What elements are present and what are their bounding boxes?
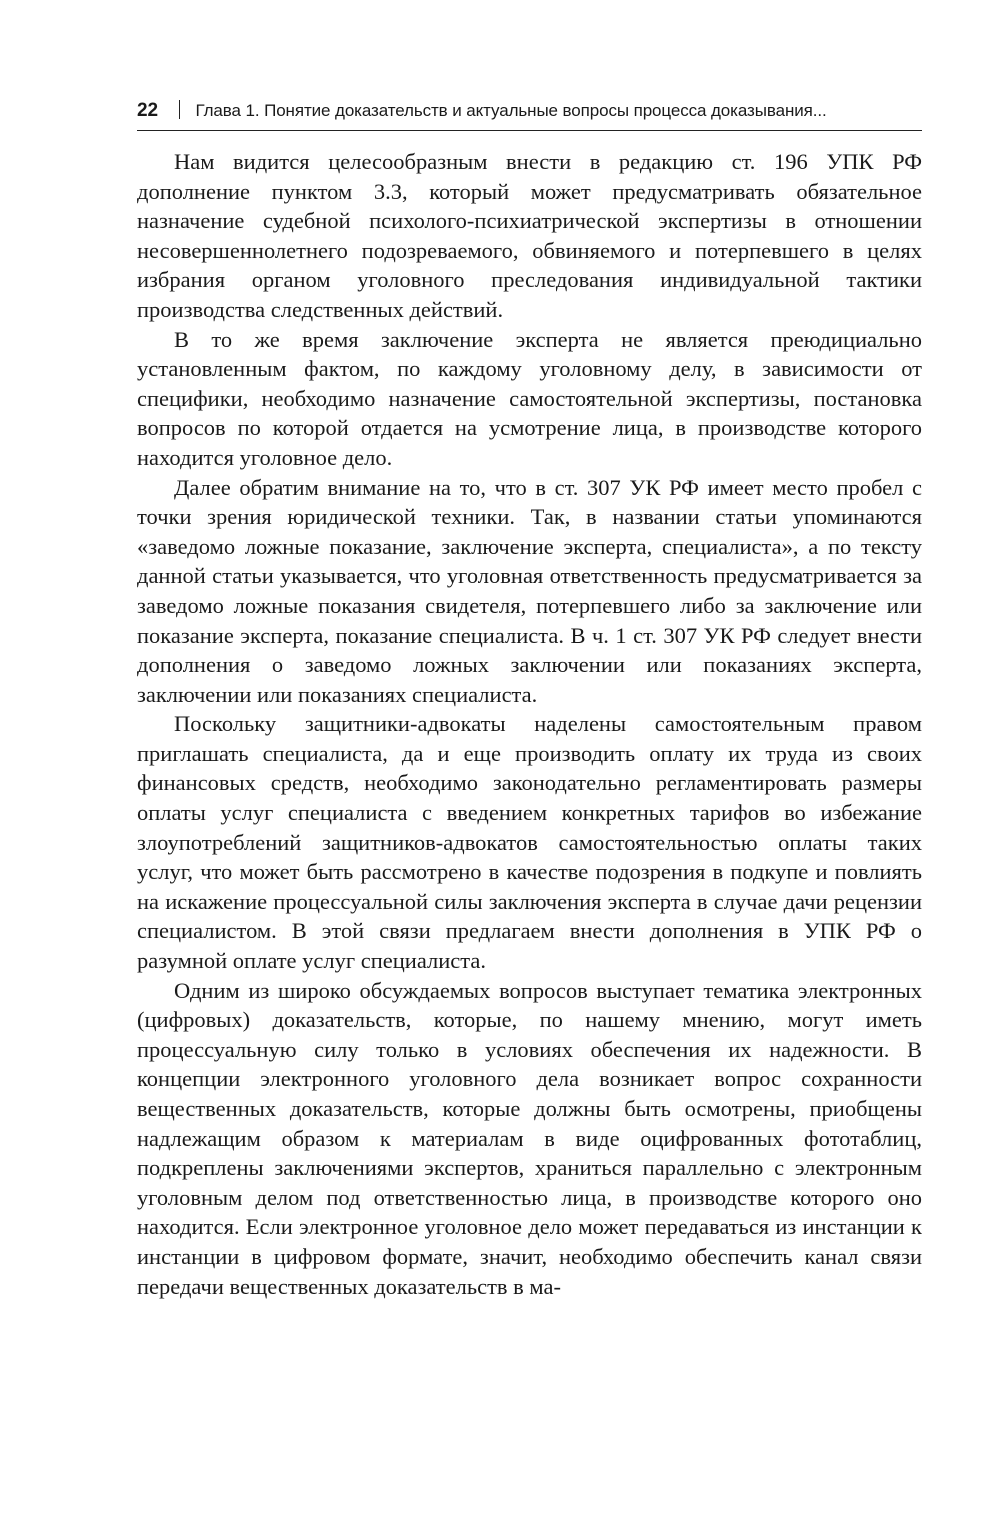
body-text [137,147,922,1301]
page-number: 22 [137,100,158,121]
header-separator [179,100,181,119]
paragraph-2: В то же время заключение эксперта не является преюдициально установленным фактом, по каждому уголовному делу, в зависимости от специфики, необходимо назначение самостоятельной экспертизы, постановка вопросов по которой отдается на усмотрение лица, в производстве которого находится уголовное дело. [137,326,922,470]
paragraph-5: Одним из широко обсуждаемых вопросов выступает тематика электронных (цифровых) доказательств, которые, по нашему мнению, могут иметь процессуальную силу только в условиях обеспечения их надежности. В концепции электронного уголовного дела возникает вопрос сохранности вещественных доказательств, которые должны быть осмотрены, приобщены надлежащим образом к материалам в виде оцифрованных фототаблиц, подкреплены заключениями экспертов, храниться параллельно с электронным уголовным делом под ответственностью лица, в производстве которого оно находится. Если электронное уголовное дело может передаваться из инстанции к инстанции в цифровом формате, значит, необходимо обеспечить канал связи передачи вещественных доказательств в ма- [137,977,922,1299]
paragraph-4: Поскольку защитники-адвокаты наделены самостоятельным правом приглашать специалиста, да и еще производить оплату их труда из своих финансовых средств, необходимо законодательно регламентировать размеры оплаты услуг специалиста с введением конкретных тарифов во избежание злоупотреблений защитников-адвокатов самостоятельностью оплаты таких услуг, что может быть рассмотрено в качестве подозрения в подкупе и повлиять на искажение процессуальной силы заключения эксперта в случае дачи рецензии специалистом. В этой связи предлагаем внести дополнения в УПК РФ о разумной оплате услуг специалиста. [137,711,922,974]
chapter-title: Глава 1. Понятие доказательств и актуальные вопросы процесса доказывания... [195,101,827,120]
running-header [137,96,922,131]
paragraph-3: Далее обратим внимание на то, что в ст. 307 УК РФ имеет место пробел с точки зрения юридической техники. Так, в названии статьи упоминаются «заведомо ложные показание, заключение эксперта, специалиста», а по тексту данной статьи указывается, что уголовная ответственность предусматривается за заведомо ложные показания свидетеля, потерпевшего либо за заключение или показание эксперта, показание специалиста. В ч. 1 ст. 307 УК РФ следует внести дополнения о заведомо ложных заключении или показаниях эксперта, заключении или показаниях специалиста. [137,474,922,707]
paragraph-1: Нам видится целесообразным внести в редакцию ст. 196 УПК РФ дополнение пунктом 3.3, который может предусматривать обязательное назначение судебной психолого-психиатрической экспертизы в отношении несовершеннолетнего подозреваемого, обвиняемого и потерпевшего в целях избрания органом уголовного преследования индивидуальной тактики производства следственных действий. [137,149,922,322]
